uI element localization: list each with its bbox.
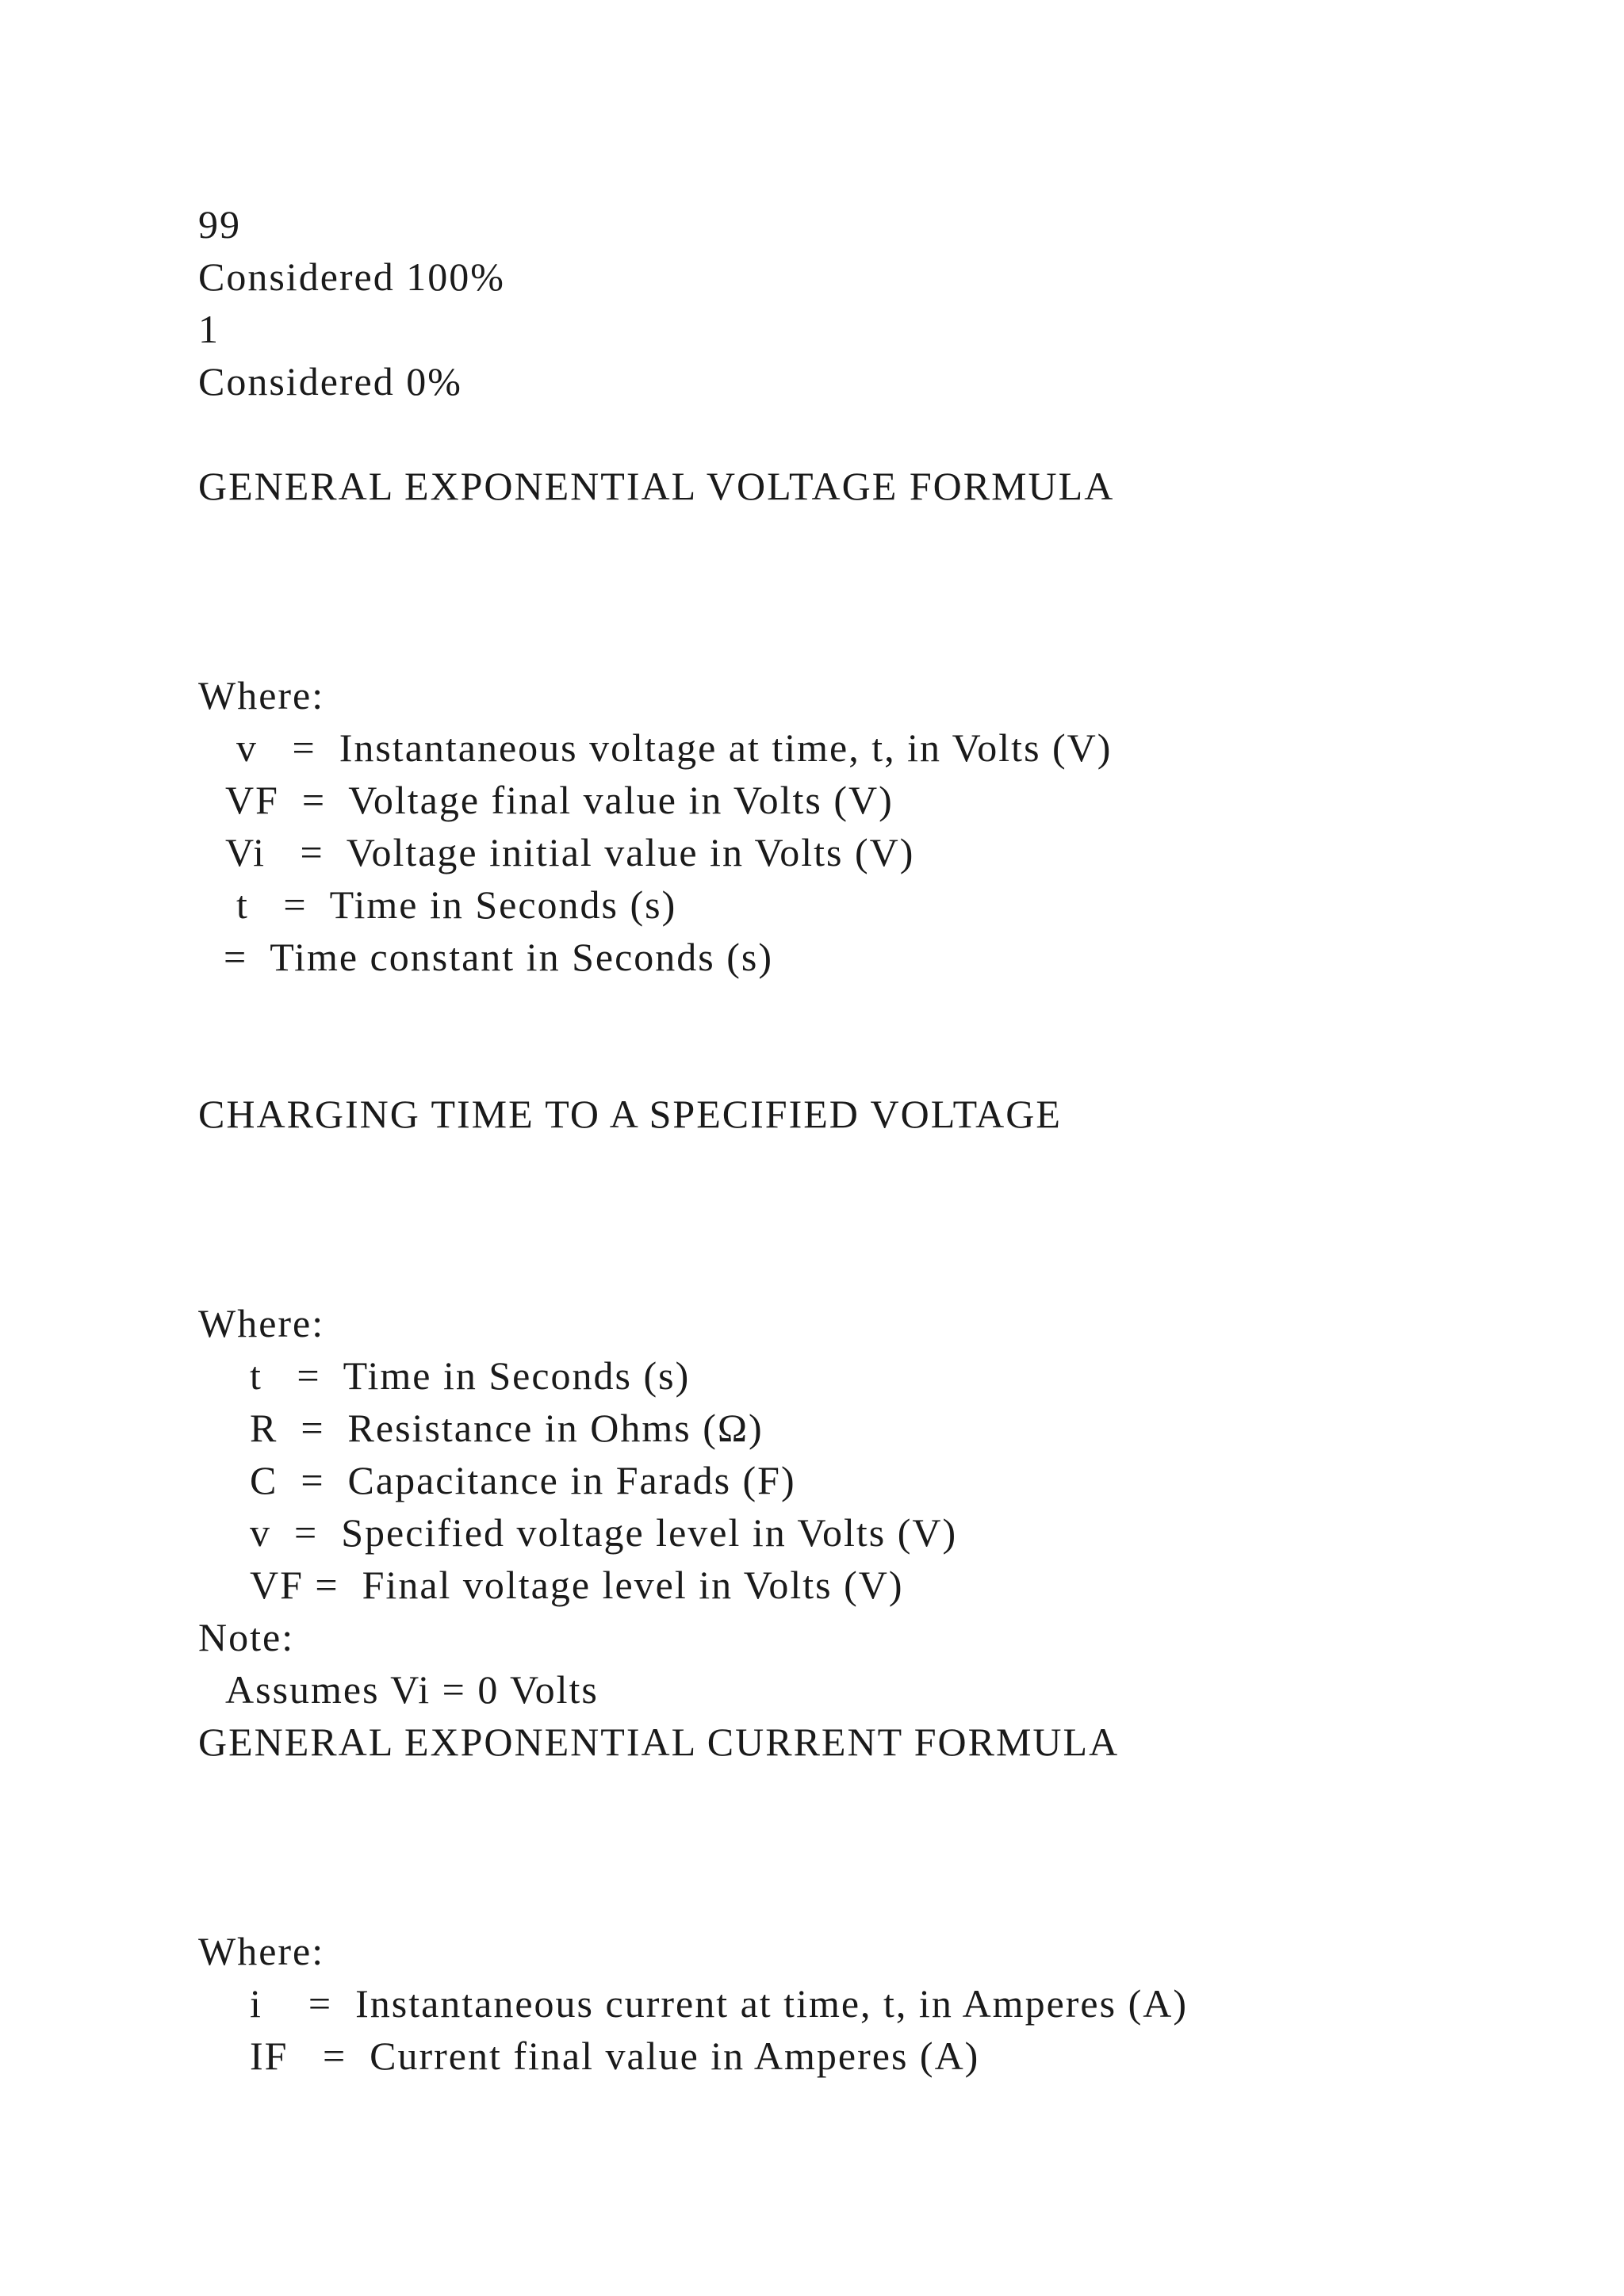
voltage-formula-heading: GENERAL EXPONENTIAL VOLTAGE FORMULA <box>198 464 1115 508</box>
charging-def-v: v = Specified voltage level in Volts (V) <box>250 1510 958 1555</box>
charging-def-c: C = Capacitance in Farads (F) <box>250 1458 796 1502</box>
current-def-if: IF = Current final value in Amperes (A) <box>250 2034 980 2078</box>
charging-time-heading: CHARGING TIME TO A SPECIFIED VOLTAGE <box>198 1092 1062 1136</box>
current-where-label: Where: <box>198 1929 325 1973</box>
charging-def-r: R = Resistance in Ohms (Ω) <box>250 1406 764 1450</box>
value-1: 1 <box>198 307 220 351</box>
voltage-def-t: t = Time in Seconds (s) <box>236 882 677 927</box>
current-formula-heading: GENERAL EXPONENTIAL CURRENT FORMULA <box>198 1720 1120 1764</box>
considered-100-text: Considered 100% <box>198 254 505 299</box>
charging-where-label: Where: <box>198 1301 325 1345</box>
voltage-def-v: v = Instantaneous voltage at time, t, in Volts (V) <box>236 725 1113 770</box>
value-99: 99 <box>198 202 241 247</box>
current-def-i: i = Instantaneous current at time, t, in Amperes (A) <box>250 1981 1188 2026</box>
charging-def-vf: VF = Final voltage level in Volts (V) <box>250 1563 904 1607</box>
note-text: Assumes Vi = 0 Volts <box>225 1667 599 1712</box>
voltage-def-vf: VF = Voltage final value in Volts (V) <box>225 778 894 822</box>
charging-def-t: t = Time in Seconds (s) <box>250 1353 691 1398</box>
considered-0-text: Considered 0% <box>198 359 462 404</box>
voltage-def-tau: = Time constant in Seconds (s) <box>224 935 773 979</box>
voltage-def-vi: Vi = Voltage initial value in Volts (V) <box>225 830 915 874</box>
note-label: Note: <box>198 1615 295 1659</box>
voltage-where-label: Where: <box>198 673 325 718</box>
